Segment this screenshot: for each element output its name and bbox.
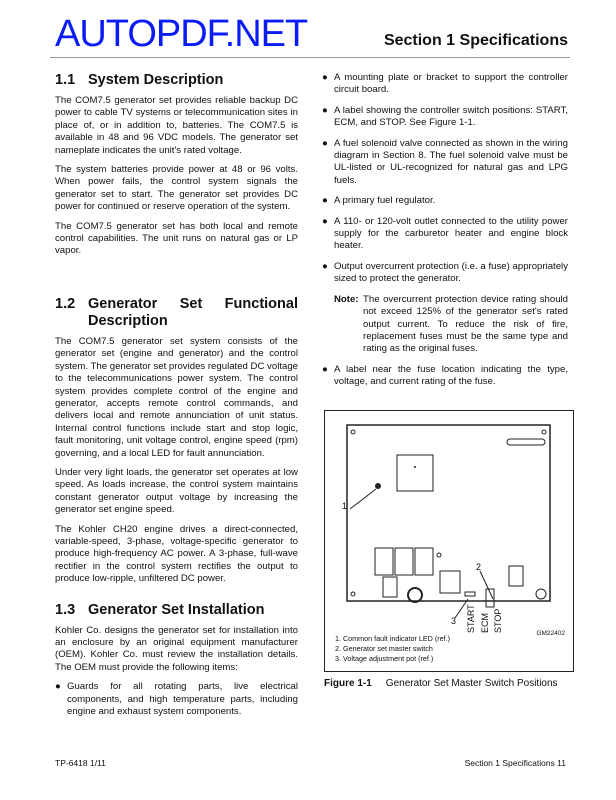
watermark: AUTOPDF.NET	[55, 13, 308, 55]
left-column	[55, 72, 298, 726]
section-heading: 1.2 Generator Set Functional Description	[55, 295, 298, 329]
footer-page: Section 1 Specifications 11	[464, 758, 566, 768]
paragraph: The COM7.5 generator set has both local and remote control capabilities. The unit runs on natural gas or LP vapor.	[55, 220, 298, 257]
bullet-item: ● A 110- or 120-volt outlet connected to the utility power supply for the carburetor heater and engine block heater.	[322, 215, 568, 252]
section-heading: 1.1 System Description	[55, 72, 224, 88]
paragraph: The system batteries provide power at 48 or 96 volts. When power fails, the control system signals the generator set to start. The generator set provides DC power for continued or reserve operation of the system.	[55, 164, 298, 213]
bullet-item: ● A fuel solenoid valve connected as shown in the wiring diagram in Section 8. The fuel solenoid valve must be UL-listed or UL-recognized for natural gas and LPG fuels.	[322, 137, 568, 186]
bullet-item: ● Output overcurrent protection (i.e. a fuse) appropriately sized to protect the generator.	[322, 260, 568, 285]
right-column	[322, 72, 568, 397]
note: Note: The overcurrent protection device rating should not exceed 125% of the generator set's rated output current. To reduce the risk of fire, replacement fuses must be the same type and rating as the original fuses.	[334, 293, 568, 355]
switch-label-start: START	[466, 604, 476, 633]
callout-3: 3	[451, 616, 457, 626]
figure-circuit-board	[324, 410, 574, 672]
callout-2: 2	[476, 562, 482, 572]
footer-doc-id: TP-6418 1/11	[55, 758, 106, 768]
header-rule	[50, 57, 570, 58]
page-header-title: Section 1 Specifications	[383, 32, 568, 49]
switch-label-stop: STOP	[493, 608, 503, 633]
bullet-item: ● A primary fuel regulator.	[322, 195, 436, 207]
paragraph: The COM7.5 generator set provides reliable backup DC power to cable TV systems or telecommunication sites in place of, or in addition to, batteries. The COM7.5 is available in 48 and 96 VDC models. The generator set nameplate indicates the unit's rated voltage.	[55, 95, 298, 156]
bullet-item: ● A label showing the controller switch positions: START, ECM, and STOP. See Figure 1-1.	[322, 104, 568, 129]
switch-label-ecm: ECM	[480, 613, 490, 633]
callout-1: 1	[342, 501, 348, 511]
paragraph: Under very light loads, the generator set operates at low speed. As loads increase, the control system maintains constant generator output voltage by increasing the generator set engine speed.	[55, 466, 298, 516]
figure-legend: 1. Common fault indicator LED (ref.) 2. Generator set master switch 3. Voltage adjustment pot (ref.)	[335, 634, 451, 663]
bullet-item: ● A label near the fuse location indicating the type, voltage, and current rating of the fuse.	[322, 363, 568, 388]
paragraph: The COM7.5 generator set system consists of the generator set (engine and generator) and the control system. The generator set provides regulated DC voltage to the telecommunications power system. The control system provides complete control of the engine and generator, accepts remote control commands, and delivers local and remote annunciation of unit status. Internal control functions include start and stop logic, fault monitoring, unit voltage control, engine speed (rpm) governing, and a local LED for fault annunciation.	[55, 335, 298, 459]
bullet-item: ● Guards for all rotating parts, live electrical components, and high temperature parts, including engine and exhaust system components.	[55, 681, 298, 718]
drawing-id: GM22402	[536, 630, 565, 637]
figure-caption: Figure 1-1 Generator Set Master Switch Positions	[324, 678, 558, 689]
paragraph: The Kohler CH20 engine drives a direct-connected, variable-speed, 3-phase, voltage-specific generator to produce high-frequency AC power. A 3-phase, full-wave rectifier in the control system rectifies the output to produce low-ripple, unfiltered DC power.	[55, 523, 298, 585]
section-heading: 1.3 Generator Set Installation	[55, 601, 265, 618]
paragraph: Kohler Co. designs the generator set for installation into an enclosure by an original equipment manufacturer (OEM). Kohler Co. must review the installation details. The OEM must provide the following items:	[55, 624, 298, 673]
bullet-item: ● A mounting plate or bracket to support the controller circuit board.	[322, 72, 568, 96]
